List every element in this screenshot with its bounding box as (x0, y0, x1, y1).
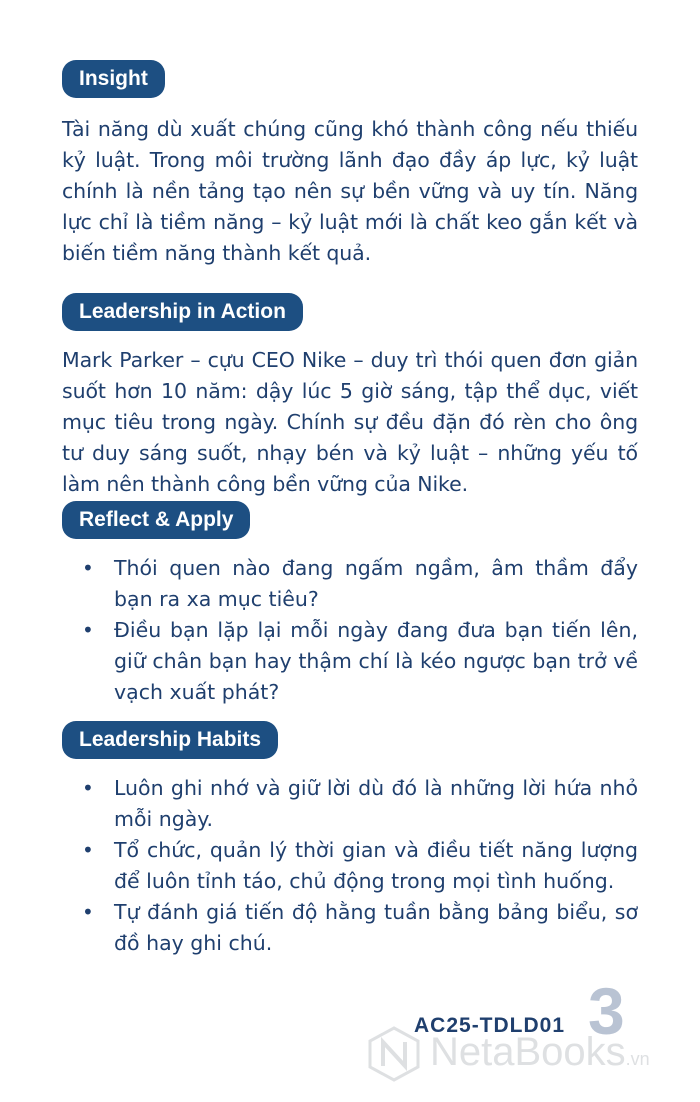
watermark (364, 1024, 694, 1088)
watermark-suffix: .vn (625, 1049, 650, 1069)
section-label-reflect-apply: Reflect & Apply (62, 501, 250, 539)
list-item (80, 615, 638, 708)
document-code: AC25-TDLD01 (414, 1014, 566, 1037)
section-label-leadership-in-action: Leadership in Action (62, 293, 303, 331)
section-label-insight: Insight (62, 60, 165, 98)
bullet-icon: • (82, 776, 94, 800)
page-number: 3 (588, 974, 625, 1048)
list-item (80, 773, 638, 835)
bullet-icon: • (82, 556, 94, 580)
insight-paragraph: Tài năng dù xuất chúng cũng khó thành công nếu thiếu kỷ luật. Trong môi trường lãnh đạo đầy áp lực, kỷ luật chính là nền tảng tạo nên sự bền vững và uy tín. Năng lực chỉ là tiềm năng – kỷ luật mới là chất keo gắn kết và biến tiềm năng thành kết quả. (62, 117, 638, 265)
bullet-icon: • (82, 838, 94, 862)
reflect-apply-list (80, 553, 638, 708)
list-item-text: Tổ chức, quản lý thời gian và điều tiết năng lượng để luôn tỉnh táo, chủ động trong mọi tình huống. (114, 838, 638, 893)
leadership-in-action-paragraph: Mark Parker – cựu CEO Nike – duy trì thói quen đơn giản suốt hơn 10 năm: dậy lúc 5 giờ sáng, tập thể dục, viết mục tiêu trong ngày. Chính sự đều đặn đó rèn cho ông tư duy sáng suốt, nhạy bén và kỷ luật – những yếu tố làm nên thành công bền vững của Nike. (62, 348, 638, 496)
list-item (80, 835, 638, 897)
bullet-icon: • (82, 900, 94, 924)
list-item-text: Thói quen nào đang ngấm ngầm, âm thầm đẩy bạn ra xa mục tiêu? (114, 556, 638, 611)
list-item-text: Điều bạn lặp lại mỗi ngày đang đưa bạn tiến lên, giữ chân bạn hay thậm chí là kéo ngược bạn trở về vạch xuất phát? (114, 618, 638, 704)
watermark-text (430, 1030, 650, 1075)
watermark-logo-icon (364, 1024, 424, 1084)
section-label-leadership-habits: Leadership Habits (62, 721, 278, 759)
list-item-text: Luôn ghi nhớ và giữ lời dù đó là những lời hứa nhỏ mỗi ngày. (114, 776, 638, 831)
list-item (80, 553, 638, 615)
list-item (80, 897, 638, 959)
watermark-brand: NetaBooks (430, 1030, 626, 1074)
list-item-text: Tự đánh giá tiến độ hằng tuần bằng bảng biểu, sơ đồ hay ghi chú. (114, 900, 638, 955)
bullet-icon: • (82, 618, 94, 642)
leadership-habits-list (80, 773, 638, 959)
